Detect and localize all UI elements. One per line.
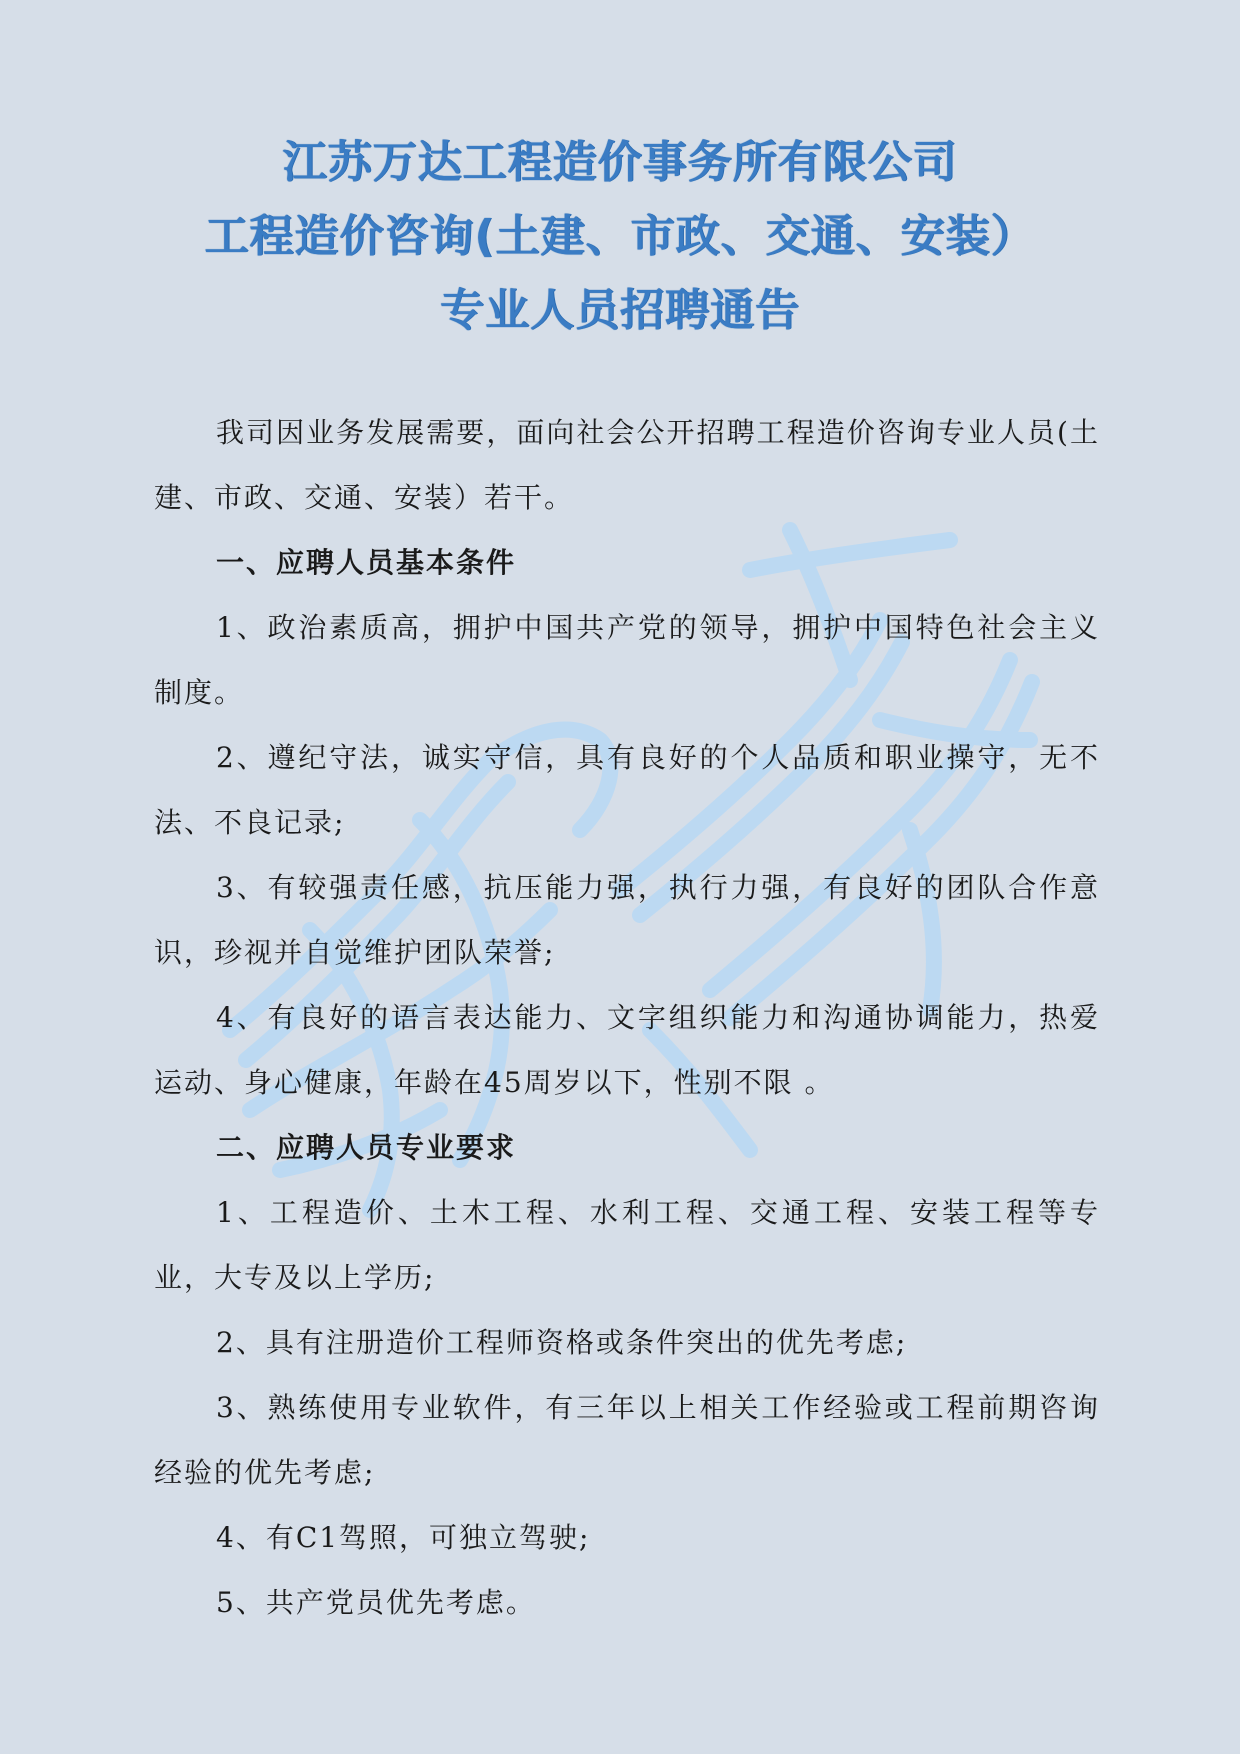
list-item: 4、有C1驾照，可独立驾驶; bbox=[216, 1521, 591, 1554]
list-item: 2、遵纪守法，诚实守信，具有良好的个人品质和职业操守，无不法、不良记录; bbox=[154, 741, 1100, 839]
list-item: 3、熟练使用专业软件，有三年以上相关工作经验或工程前期咨询经验的优先考虑; bbox=[154, 1391, 1100, 1489]
list-item: 4、有良好的语言表达能力、文字组织能力和沟通协调能力，热爱运动、身心健康，年龄在45周岁以下，性别不限 。 bbox=[154, 1001, 1100, 1099]
title-service-scope: 工程造价咨询(土建、市政、交通、安装） bbox=[204, 211, 1036, 262]
notice-body bbox=[154, 400, 1100, 1635]
list-item: 2、具有注册造价工程师资格或条件突出的优先考虑; bbox=[216, 1326, 908, 1359]
title-notice-name: 专业人员招聘通告 bbox=[440, 285, 800, 336]
list-item: 1、政治素质高，拥护中国共产党的领导，拥护中国特色社会主义制度。 bbox=[154, 611, 1100, 709]
section-heading-professional-requirements: 二、应聘人员专业要求 bbox=[216, 1131, 517, 1164]
intro-paragraph: 我司因业务发展需要，面向社会公开招聘工程造价咨询专业人员(土建、市政、交通、安装）若干。 bbox=[154, 416, 1100, 514]
section-heading-basic-conditions: 一、应聘人员基本条件 bbox=[216, 546, 517, 579]
notice-title bbox=[0, 126, 1240, 348]
list-item: 1、工程造价、土木工程、水利工程、交通工程、安装工程等专业，大专及以上学历; bbox=[154, 1196, 1100, 1294]
company-name: 江苏万达工程造价事务所有限公司 bbox=[282, 137, 958, 188]
list-item: 3、有较强责任感，抗压能力强，执行力强，有良好的团队合作意识，珍视并自觉维护团队荣誉; bbox=[154, 871, 1100, 969]
list-item: 5、共产党员优先考虑。 bbox=[216, 1586, 536, 1619]
